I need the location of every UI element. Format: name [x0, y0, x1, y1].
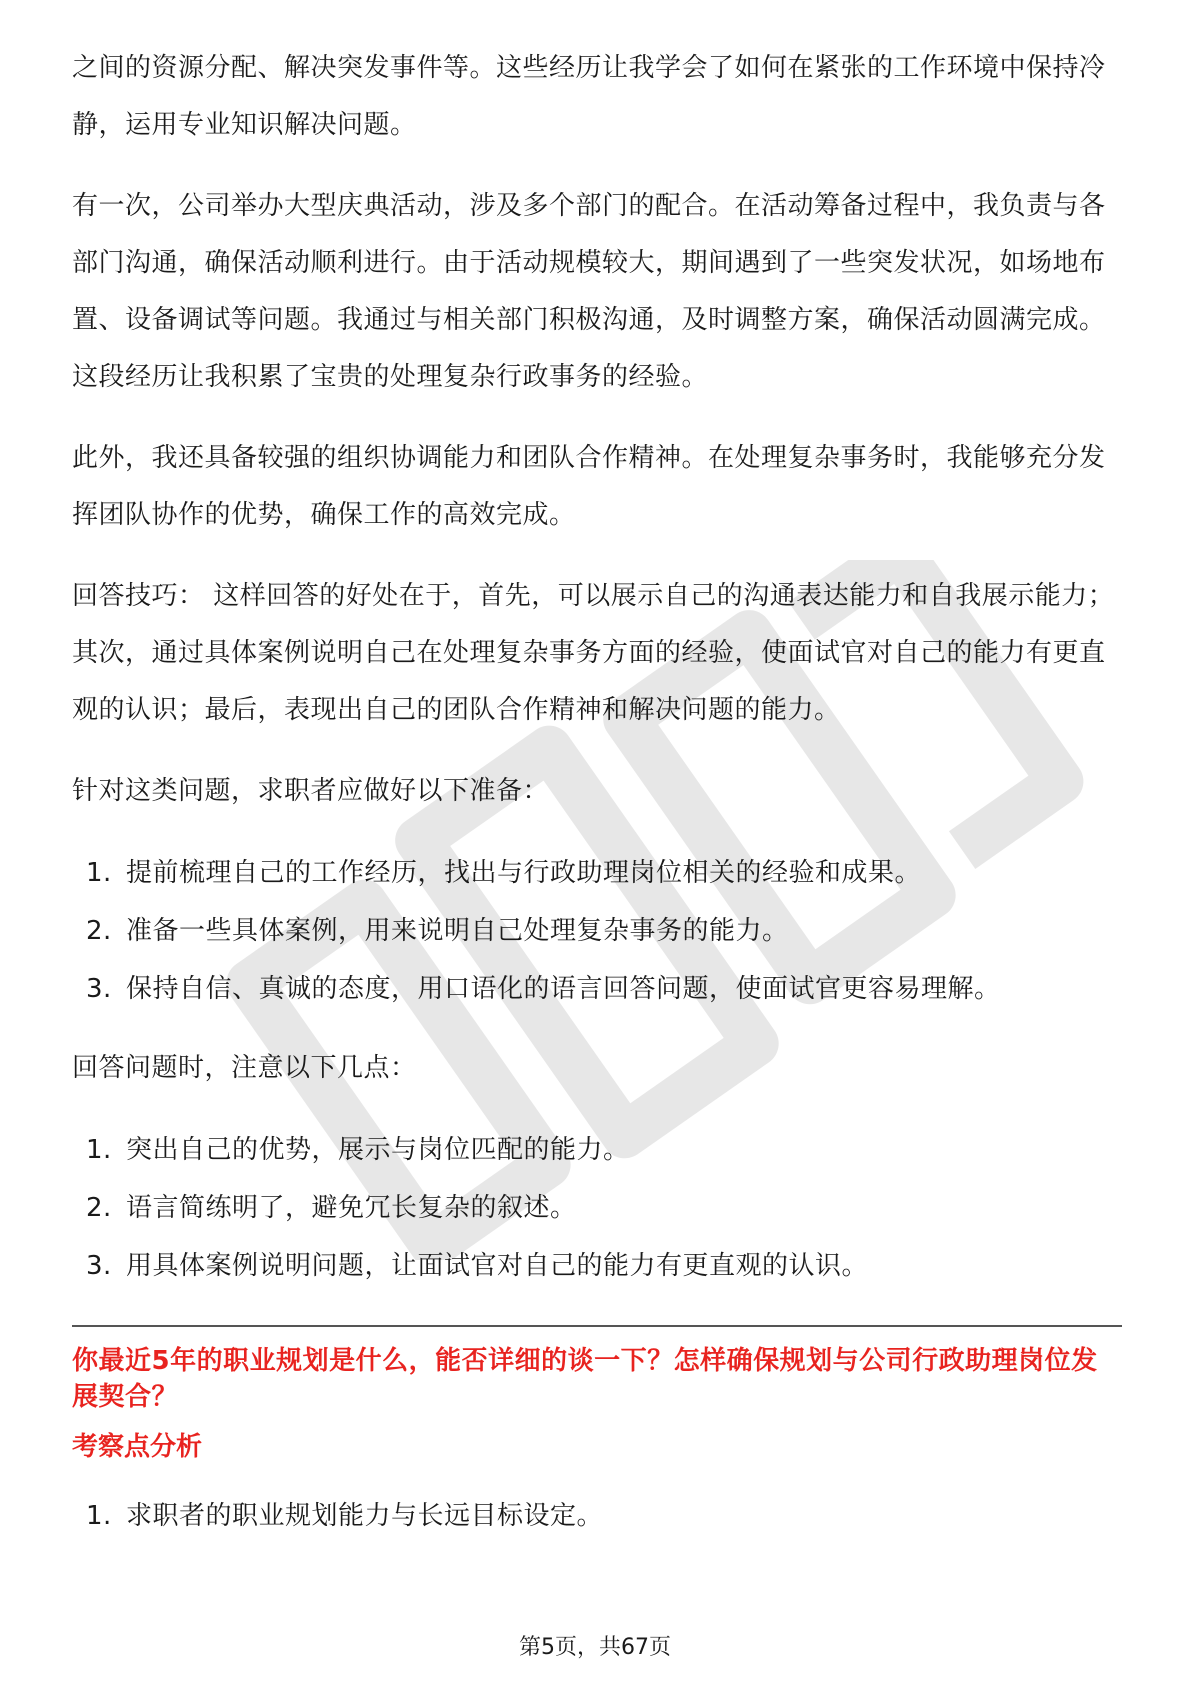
question-heading: 你最近5年的职业规划是什么，能否详细的谈一下？怎样确保规划与公司行政助理岗位发展契合？ — [72, 1346, 1098, 1412]
list-item — [72, 1179, 1122, 1237]
list-text: 保持自信、真诚的态度，用口语化的语言回答问题，使面试官更容易理解。 — [126, 974, 1001, 1004]
notes-list — [72, 1121, 1122, 1295]
prep-list — [72, 844, 1122, 1018]
list-number: 1. — [86, 858, 112, 888]
list-number: 2. — [86, 916, 112, 946]
analysis-heading: 考察点分析 — [72, 1432, 203, 1462]
list-item — [72, 960, 1122, 1018]
list-text: 准备一些具体案例，用来说明自己处理复杂事务的能力。 — [126, 916, 789, 946]
list-number: 1. — [86, 1501, 112, 1531]
paragraph-notes-intro: 回答问题时，注意以下几点： — [72, 1053, 417, 1083]
list-item — [72, 1121, 1122, 1179]
analysis-list — [72, 1487, 1122, 1545]
document-page — [72, 40, 1122, 1567]
page-footer: 第5页，共67页 — [519, 1635, 671, 1660]
list-item — [72, 902, 1122, 960]
list-item — [72, 1237, 1122, 1295]
paragraph-resource-allocation: 之间的资源分配、解决突发事件等。这些经历让我学会了如何在紧张的工作环境中保持冷静，运用专业知识解决问题。 — [72, 53, 1106, 140]
list-text: 用具体案例说明问题，让面试官对自己的能力有更直观的认识。 — [126, 1251, 869, 1281]
section-divider — [72, 1325, 1122, 1327]
list-number: 3. — [86, 1251, 112, 1281]
list-text: 求职者的职业规划能力与长远目标设定。 — [126, 1501, 604, 1531]
list-number: 2. — [86, 1193, 112, 1223]
list-text: 突出自己的优势，展示与岗位匹配的能力。 — [126, 1135, 630, 1165]
paragraph-teamwork: 此外，我还具备较强的组织协调能力和团队合作精神。在处理复杂事务时，我能够充分发挥团队协作的优势，确保工作的高效完成。 — [72, 443, 1106, 530]
list-text: 语言简练明了，避免冗长复杂的叙述。 — [126, 1193, 577, 1223]
paragraph-prep-intro: 针对这类问题，求职者应做好以下准备： — [72, 776, 550, 806]
list-number: 1. — [86, 1135, 112, 1165]
list-item — [72, 1487, 1122, 1545]
list-text: 提前梳理自己的工作经历，找出与行政助理岗位相关的经验和成果。 — [126, 858, 922, 888]
paragraph-answer-tips: 回答技巧： 这样回答的好处在于，首先，可以展示自己的沟通表达能力和自我展示能力；其次，通过具体案例说明自己在处理复杂事务方面的经验，使面试官对自己的能力有更直观的认识；最后，表现出自己的团队合作精神和解决问题的能力。 — [72, 581, 1115, 725]
paragraph-celebration-event: 有一次，公司举办大型庆典活动，涉及多个部门的配合。在活动筹备过程中，我负责与各部门沟通，确保活动顺利进行。由于活动规模较大，期间遇到了一些突发状况，如场地布置、设备调试等问题。我通过与相关部门积极沟通，及时调整方案，确保活动圆满完成。这段经历让我积累了宝贵的处理复杂行政事务的经验。 — [72, 191, 1106, 392]
list-item — [72, 844, 1122, 902]
list-number: 3. — [86, 974, 112, 1004]
